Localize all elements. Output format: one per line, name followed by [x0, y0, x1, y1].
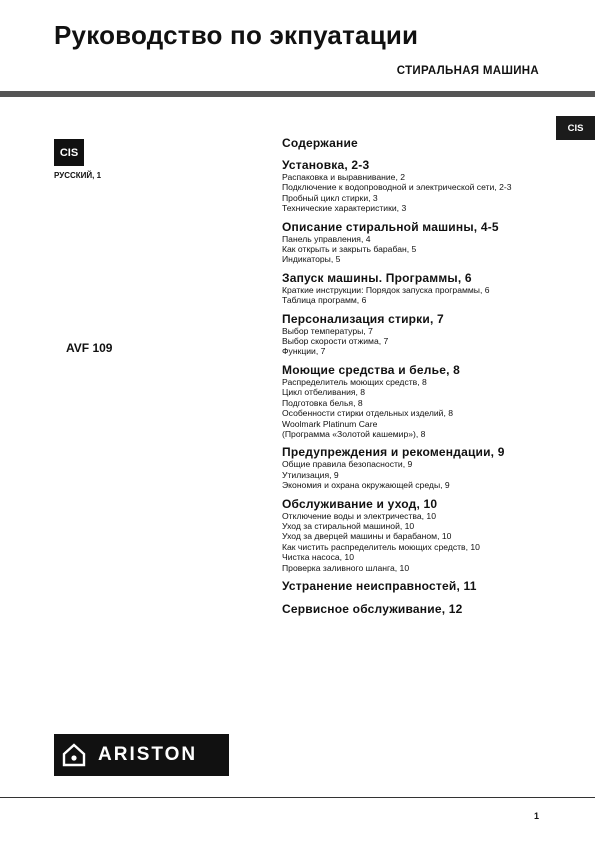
toc-section-title: Предупреждения и рекомендации, 9 — [282, 445, 505, 460]
toc-section-title: Сервисное обслуживание, 12 — [282, 601, 463, 616]
toc-item: Экономия и охрана окружающей среды, 9 — [282, 480, 450, 491]
toc-item: Чистка насоса, 10 — [282, 552, 354, 563]
toc-section-title: Моющие средства и белье, 8 — [282, 362, 461, 377]
toc-item: Функции, 7 — [282, 346, 326, 357]
toc-section-title: Описание стиральной машины, 4-5 — [282, 219, 499, 234]
toc-item: Распределитель моющих средств, 8 — [282, 376, 427, 387]
toc-heading: Содержание — [282, 136, 358, 150]
toc-item: Woolmark Platinum Care — [282, 418, 378, 429]
page-subtitle: СТИРАЛЬНАЯ МАШИНА — [396, 65, 539, 77]
toc-item: Таблица программ, 6 — [282, 295, 367, 306]
toc-item: Панель управления, 4 — [282, 233, 371, 244]
toc-item: Цикл отбеливания, 8 — [282, 387, 366, 398]
toc-item: Распаковка и выравнивание, 2 — [282, 172, 406, 182]
toc-item: Выбор температуры, 7 — [282, 325, 373, 336]
header-divider — [0, 91, 595, 97]
toc-item: Особенности стирки отдельных изделий, 8 — [282, 408, 453, 419]
toc-item: Проверка заливного шланга, 10 — [282, 562, 410, 573]
toc-item: Как открыть и закрыть барабан, 5 — [282, 244, 417, 255]
toc-item: Подготовка белья, 8 — [282, 397, 363, 408]
toc-item: Пробный цикл стирки, 3 — [282, 192, 378, 203]
toc-item: Как чистить распределитель моющих средств, 10 — [282, 541, 480, 552]
page-title: Руководство по экпуатации — [54, 20, 419, 50]
toc-section-title: Запуск машины. Программы, 6 — [282, 270, 472, 285]
model-number: AVF 109 — [66, 341, 113, 355]
toc-item: Уход за стиральной машиной, 10 — [282, 520, 415, 531]
toc-section-title: Персонализация стирки, 7 — [282, 311, 444, 326]
footer-divider — [0, 797, 595, 798]
toc-section — [282, 602, 582, 616]
side-language-tab: CIS — [556, 116, 595, 140]
table-of-contents — [282, 136, 582, 625]
toc-section — [282, 497, 582, 573]
page-number: 1 — [533, 811, 539, 821]
language-label: РУССКИЙ, 1 — [54, 171, 102, 180]
toc-item: Отключение воды и электричества, 10 — [282, 510, 436, 521]
toc-section — [282, 271, 582, 306]
toc-item: Выбор скорости отжима, 7 — [282, 336, 389, 347]
toc-section — [282, 220, 582, 265]
toc-item: Индикаторы, 5 — [282, 254, 341, 265]
toc-item: Уход за дверцей машины и барабаном, 10 — [282, 531, 452, 542]
ariston-logo — [54, 734, 229, 776]
toc-item: Краткие инструкции: Порядок запуска программы, 6 — [282, 284, 490, 295]
toc-section-title: Устранение неисправностей, 11 — [282, 578, 477, 593]
logo-text: ARISTON — [98, 744, 198, 765]
toc-section-title: Установка, 2-3 — [282, 158, 370, 172]
toc-section — [282, 158, 582, 214]
toc-sections — [282, 158, 582, 616]
house-icon — [62, 743, 86, 767]
toc-section-title: Обслуживание и уход, 10 — [282, 496, 438, 511]
toc-section — [282, 363, 582, 439]
language-code-badge: CIS — [54, 139, 84, 166]
toc-item: Подключение к водопроводной и электрической сети, 2-3 — [282, 182, 512, 193]
toc-item: Утилизация, 9 — [282, 469, 339, 480]
toc-item: Технические характеристики, 3 — [282, 203, 407, 214]
toc-item: (Программа «Золотой кашемир»), 8 — [282, 428, 426, 439]
toc-section — [282, 579, 582, 593]
toc-item: Общие правила безопасности, 9 — [282, 459, 413, 470]
toc-section — [282, 312, 582, 357]
toc-section — [282, 445, 582, 490]
